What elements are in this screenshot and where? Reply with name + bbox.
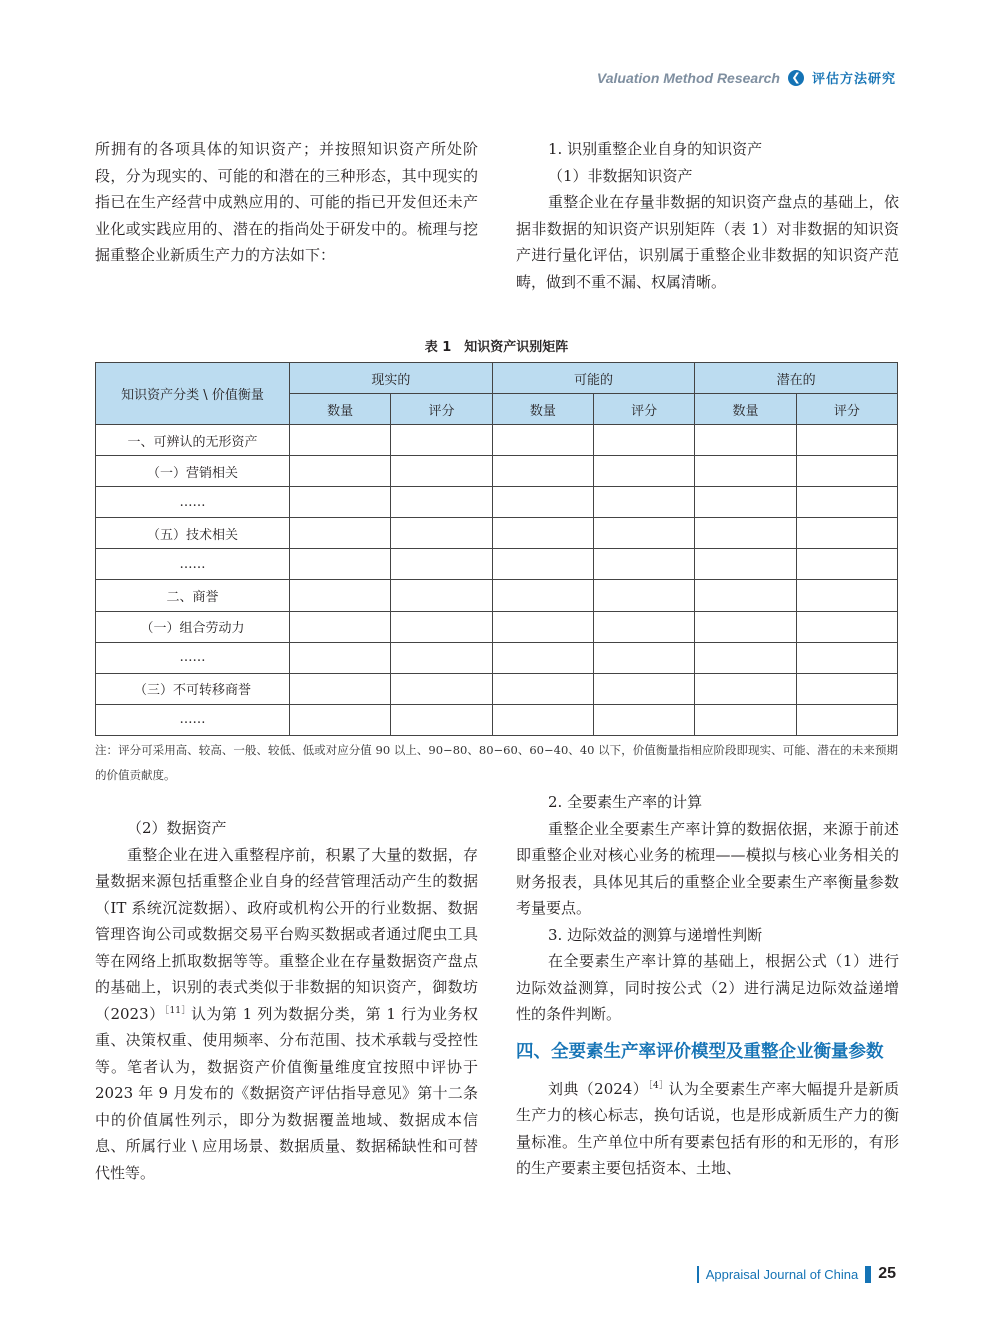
table-cell (593, 518, 694, 549)
header-chinese-title: 评估方法研究 (811, 72, 896, 87)
subsection-heading: （2）数据资产 (127, 819, 227, 837)
table-cell (796, 425, 897, 456)
column-header: 评分 (796, 394, 897, 425)
table-cell (695, 518, 796, 549)
table-cell (796, 673, 897, 704)
table-cell (695, 425, 796, 456)
row-label: …… (96, 642, 290, 673)
table-cell (695, 611, 796, 642)
table-cell (492, 704, 593, 735)
table-cell (796, 549, 897, 580)
table-cell (796, 642, 897, 673)
table-corner-header: 知识资产分类 \ 价值衡量 (96, 363, 290, 425)
table-cell (290, 518, 391, 549)
table-row (96, 425, 898, 456)
column-group-header: 可能的 (492, 363, 695, 394)
table-cell (695, 580, 796, 611)
row-label: 一、可辨认的无形资产 (96, 425, 290, 456)
paragraph: 所拥有的各项具体的知识资产；并按照知识资产所处阶段，分为现实的、可能的和潜在的三种形态，其中现实的指已在生产经营中成熟应用的、可能的指已开发但还未产业化或实践应用的、潜在的指尚处于研发中的。梳理与挖掘重整企业新质生产力的方法如下： (95, 140, 478, 264)
table-cell (492, 549, 593, 580)
paragraph: 重整企业在存量非数据的知识资产盘点的基础上，依据非数据的知识资产识别矩阵（表 1）对非数据的知识资产进行量化评估，识别属于重整企业非数据的知识资产范畴，做到不重不漏、权属清晰。 (516, 193, 899, 291)
right-column-bottom (516, 789, 899, 1182)
table-cell (290, 487, 391, 518)
footer-marker (865, 1266, 871, 1283)
table-cell (796, 518, 897, 549)
table-cell (593, 704, 694, 735)
table-cell (391, 518, 492, 549)
table-row (96, 580, 898, 611)
chevron-left-icon: ❮ (788, 70, 804, 86)
table-cell (492, 518, 593, 549)
row-label: （一）营销相关 (96, 456, 290, 487)
table-cell (290, 456, 391, 487)
column-header: 数量 (492, 394, 593, 425)
column-header: 评分 (391, 394, 492, 425)
paragraph-text: 刘典（2024） (548, 1079, 649, 1098)
table-row (96, 704, 898, 735)
table-cell (290, 611, 391, 642)
column-group-header: 现实的 (290, 363, 493, 394)
table-row (96, 487, 898, 518)
row-label: …… (96, 487, 290, 518)
table-cell (492, 611, 593, 642)
table-row (96, 518, 898, 549)
paragraph-text: 认为全要素生产率大幅提升是新质生产力的核心标志，换句话说，也是形成新质生产力的衡量标准。生产单位中所有要素包括有形的和无形的，有形的生产要素主要包括资本、土地、 (516, 1079, 899, 1177)
table-cell (593, 611, 694, 642)
table-cell (593, 549, 694, 580)
row-label: （五）技术相关 (96, 518, 290, 549)
table-row (96, 456, 898, 487)
citation-ref: ［11］ (164, 1005, 191, 1016)
table-cell (290, 425, 391, 456)
table-cell (796, 580, 897, 611)
paragraph (516, 1076, 899, 1182)
left-column-bottom (95, 815, 478, 1186)
table-cell (492, 673, 593, 704)
column-header: 数量 (290, 394, 391, 425)
subsection-heading: 1. 识别重整企业自身的知识资产 (548, 140, 763, 158)
footer-divider (697, 1266, 699, 1283)
table-cell (290, 673, 391, 704)
table-cell (796, 487, 897, 518)
table-cell (391, 580, 492, 611)
table-cell (695, 549, 796, 580)
section-title: 四、全要素生产率评价模型及重整企业衡量参数 (516, 1041, 884, 1062)
table-cell (695, 456, 796, 487)
table-row (96, 611, 898, 642)
table-cell (290, 580, 391, 611)
table-cell (695, 487, 796, 518)
subsection-heading: 3. 边际效益的测算与递增性判断 (548, 925, 763, 944)
table-cell (391, 642, 492, 673)
row-label: …… (96, 704, 290, 735)
running-footer (697, 1265, 896, 1283)
running-header (597, 68, 896, 87)
table-cell (492, 456, 593, 487)
table-cell (593, 673, 694, 704)
table-cell (391, 704, 492, 735)
table-row (96, 642, 898, 673)
table-cell (593, 456, 694, 487)
paragraph (95, 842, 478, 1187)
table-cell (695, 642, 796, 673)
journal-name: Appraisal Journal of China (705, 1266, 859, 1282)
table-cell (492, 580, 593, 611)
table-cell (391, 549, 492, 580)
subsection-heading: 2. 全要素生产率的计算 (548, 793, 703, 811)
row-label: （一）组合劳动力 (96, 611, 290, 642)
table-cell (492, 642, 593, 673)
left-column-top (95, 136, 478, 269)
table-cell (593, 580, 694, 611)
table-cell (796, 611, 897, 642)
table-cell (391, 425, 492, 456)
table-cell (492, 425, 593, 456)
table-cell (391, 673, 492, 704)
paragraph-text: 认为第 1 列为数据分类，第 1 行为业务权重、决策权重、使用频率、分布范围、技术承载与受控性等。笔者认为，数据资产价值衡量维度宜按照中评协于 2023 年 9 月发布的《数据资产评估指导意见》第十二条中的价值属性列示，即分为数据覆盖地域、数据成本信息、所属行业 \ 应用场景、数据质量、数据稀缺性和可替代性等。 (95, 1004, 478, 1182)
table-cell (695, 673, 796, 704)
right-column-top (516, 136, 899, 295)
table-cell (593, 642, 694, 673)
citation-ref: ［4］ (648, 1080, 669, 1091)
row-label: （三）不可转移商誉 (96, 673, 290, 704)
table-cell (391, 487, 492, 518)
page-number: 25 (878, 1265, 896, 1282)
table-cell (593, 487, 694, 518)
table-cell (391, 456, 492, 487)
table-caption: 表 1 知识资产识别矩阵 (424, 340, 569, 355)
row-label: …… (96, 549, 290, 580)
table-row (96, 549, 898, 580)
paragraph: 重整企业全要素生产率计算的数据依据，来源于前述即重整企业对核心业务的梳理——模拟与核心业务相关的财务报表，具体见其后的重整企业全要素生产率衡量参数考量要点。 (516, 819, 899, 917)
table-row (96, 673, 898, 704)
table-cell (391, 611, 492, 642)
paragraph-text: 重整企业在进入重整程序前，积累了大量的数据，存量数据来源包括重整企业自身的经营管理活动产生的数据（IT 系统沉淀数据）、政府或机构公开的行业数据、数据管理咨询公司或数据交易平台购买数据或者通过爬虫工具等在网络上抓取数据等等。重整企业在存量数据资产盘点的基础上，识别的表式类似于非数据的知识资产，御数坊（2023） (95, 845, 478, 1023)
knowledge-asset-matrix-table (95, 362, 898, 736)
paragraph: 在全要素生产率计算的基础上，根据公式（1）进行边际效益测算，同时按公式（2）进行满足边际效益递增性的条件判断。 (516, 952, 899, 1023)
row-label: 二、商誉 (96, 580, 290, 611)
table-cell (695, 704, 796, 735)
column-header: 数量 (695, 394, 796, 425)
table-cell (290, 549, 391, 580)
table-cell (492, 487, 593, 518)
table-note: 注：评分可采用高、较高、一般、较低、低或对应分值 90 以上、90−80、80−60、60−40、40 以下，价值衡量指相应阶段即现实、可能、潜在的未来预期的价值贡献度。 (95, 743, 898, 782)
table-cell (796, 456, 897, 487)
header-english-title: Valuation Method Research (596, 69, 780, 86)
table-cell (593, 425, 694, 456)
table-cell (796, 704, 897, 735)
table-cell (290, 704, 391, 735)
column-group-header: 潜在的 (695, 363, 898, 394)
table-cell (290, 642, 391, 673)
subsection-heading: （1）非数据知识资产 (548, 166, 693, 185)
column-header: 评分 (593, 394, 694, 425)
